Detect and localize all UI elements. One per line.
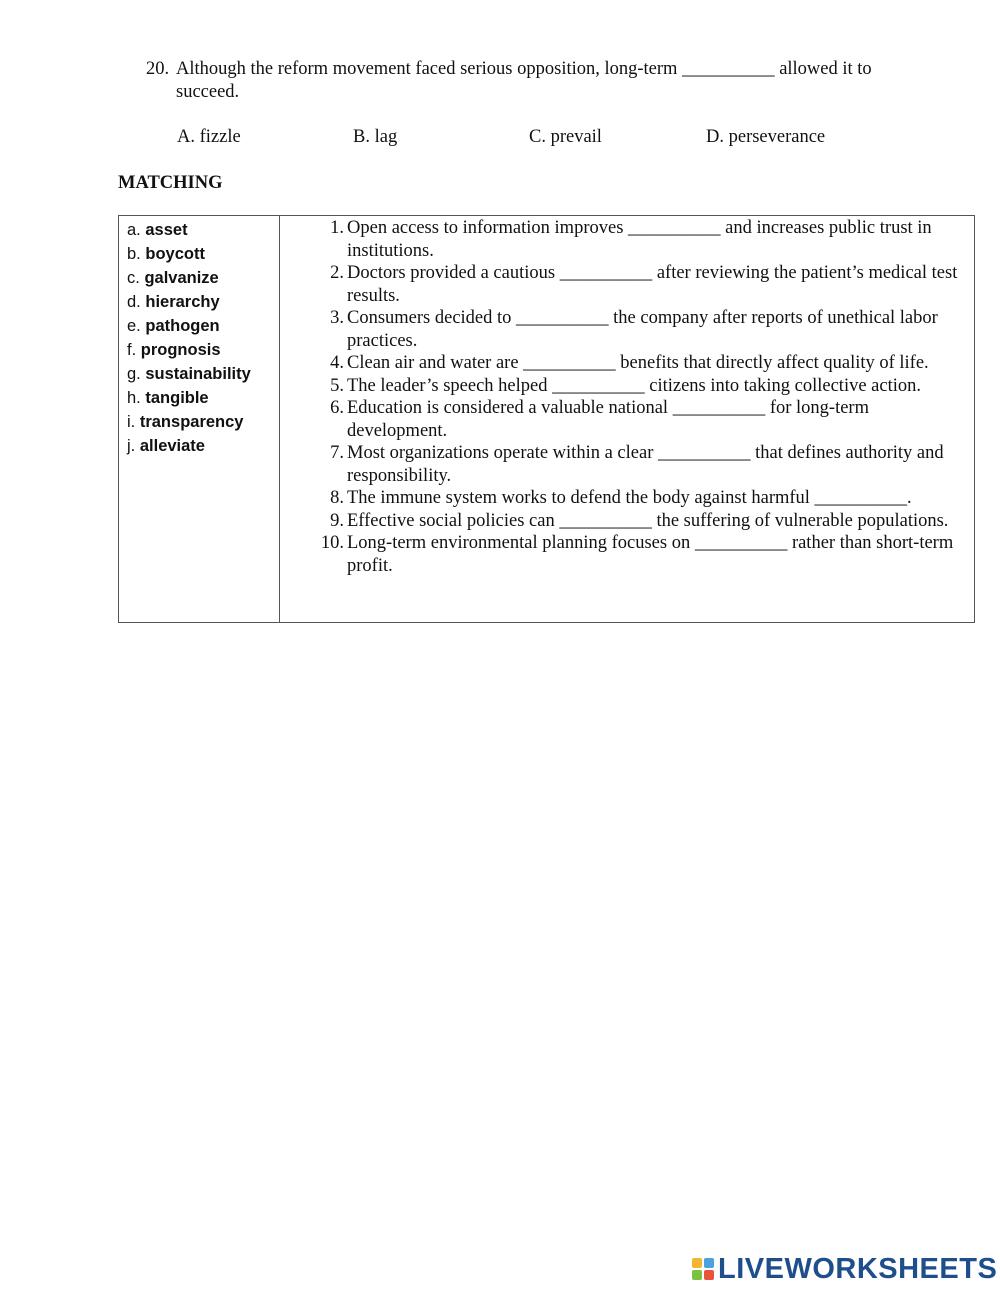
word-term: transparency — [139, 413, 244, 431]
logo-mark-tile — [704, 1270, 714, 1280]
sentence-number: 4. — [330, 353, 344, 373]
sentence-number: 9. — [330, 510, 344, 531]
matching-sentences — [317, 217, 969, 577]
word-bank-item — [127, 410, 251, 434]
sentence-text: Education is considered a valuable national __________ for long-term development. — [347, 398, 869, 441]
sentence-item — [317, 487, 969, 510]
sentence-item — [317, 217, 969, 262]
question-number: 20. — [146, 59, 170, 79]
word-bank — [127, 218, 251, 458]
word-letter: b. — [127, 245, 141, 263]
sentence-number: 3. — [330, 308, 344, 328]
sentence-number: 2. — [330, 263, 344, 283]
word-term: asset — [145, 221, 188, 239]
word-bank-item — [127, 338, 251, 362]
sentence-item — [317, 352, 969, 375]
sentence-number: 5. — [330, 375, 344, 396]
word-bank-item — [127, 218, 251, 242]
word-term: galvanize — [144, 269, 219, 287]
sentence-item — [317, 510, 969, 533]
sentence-item — [317, 262, 969, 307]
logo-text: LIVEWORKSHEETS — [718, 1253, 998, 1285]
word-term: sustainability — [145, 365, 251, 383]
logo-mark-tile — [692, 1270, 702, 1280]
word-term: hierarchy — [145, 293, 220, 311]
sentence-item — [317, 397, 969, 442]
sentence-text: Effective social policies can __________ the suffering of vulnerable populations. — [347, 510, 949, 531]
word-bank-item — [127, 434, 251, 458]
word-letter: e. — [127, 317, 141, 335]
word-bank-item — [127, 266, 251, 290]
word-bank-item — [127, 242, 251, 266]
sentence-item — [317, 375, 969, 398]
sentence-item — [317, 442, 969, 487]
question-20 — [146, 58, 906, 103]
matching-table — [118, 215, 975, 623]
word-term: prognosis — [140, 341, 221, 359]
logo-mark-tile — [704, 1258, 714, 1268]
matching-heading: MATCHING — [118, 173, 223, 193]
sentence-text: Most organizations operate within a clear __________ that defines authority and responsibility. — [347, 443, 944, 486]
option-a[interactable]: A. fizzle — [177, 127, 241, 147]
word-term: alleviate — [139, 437, 205, 455]
logo-mark-icon — [692, 1258, 714, 1280]
sentence-text: Consumers decided to __________ the company after reports of unethical labor practices. — [347, 308, 938, 351]
word-term: boycott — [145, 245, 205, 263]
option-b[interactable]: B. lag — [353, 127, 398, 147]
word-bank-item — [127, 362, 251, 386]
word-letter: a. — [127, 221, 141, 239]
sentence-number: 10. — [320, 533, 344, 553]
word-bank-item — [127, 314, 251, 338]
sentence-item — [317, 307, 969, 352]
sentence-text: Open access to information improves __________ and increases public trust in institutions. — [347, 218, 932, 261]
word-letter: f. — [127, 341, 137, 359]
sentence-text: The leader’s speech helped __________ citizens into taking collective action. — [347, 375, 921, 396]
word-letter: d. — [127, 293, 141, 311]
word-letter: h. — [127, 389, 141, 407]
word-bank-item — [127, 386, 251, 410]
sentence-number: 6. — [330, 398, 344, 418]
word-letter: c. — [127, 269, 140, 287]
question-text: Although the reform movement faced serious opposition, long-term __________ allowed it to succeed. — [176, 59, 872, 102]
word-term: pathogen — [145, 317, 220, 335]
sentence-item — [317, 532, 969, 577]
word-letter: i. — [127, 413, 136, 431]
word-letter: j. — [127, 437, 136, 455]
column-divider — [279, 216, 280, 622]
word-bank-item — [127, 290, 251, 314]
option-d[interactable]: D. perseverance — [706, 127, 826, 147]
sentence-text: The immune system works to defend the body against harmful __________. — [347, 488, 912, 508]
sentence-text: Clean air and water are __________ benefits that directly affect quality of life. — [347, 353, 929, 373]
sentence-number: 1. — [330, 218, 344, 238]
option-c[interactable]: C. prevail — [529, 127, 602, 147]
liveworksheets-logo — [692, 1254, 997, 1284]
word-letter: g. — [127, 365, 141, 383]
sentence-number: 7. — [330, 443, 344, 463]
logo-mark-tile — [692, 1258, 702, 1268]
sentence-text: Doctors provided a cautious __________ after reviewing the patient’s medical test results. — [347, 263, 958, 306]
word-term: tangible — [145, 389, 209, 407]
sentence-text: Long-term environmental planning focuses on __________ rather than short-term profit. — [347, 533, 954, 576]
sentence-number: 8. — [330, 488, 344, 508]
